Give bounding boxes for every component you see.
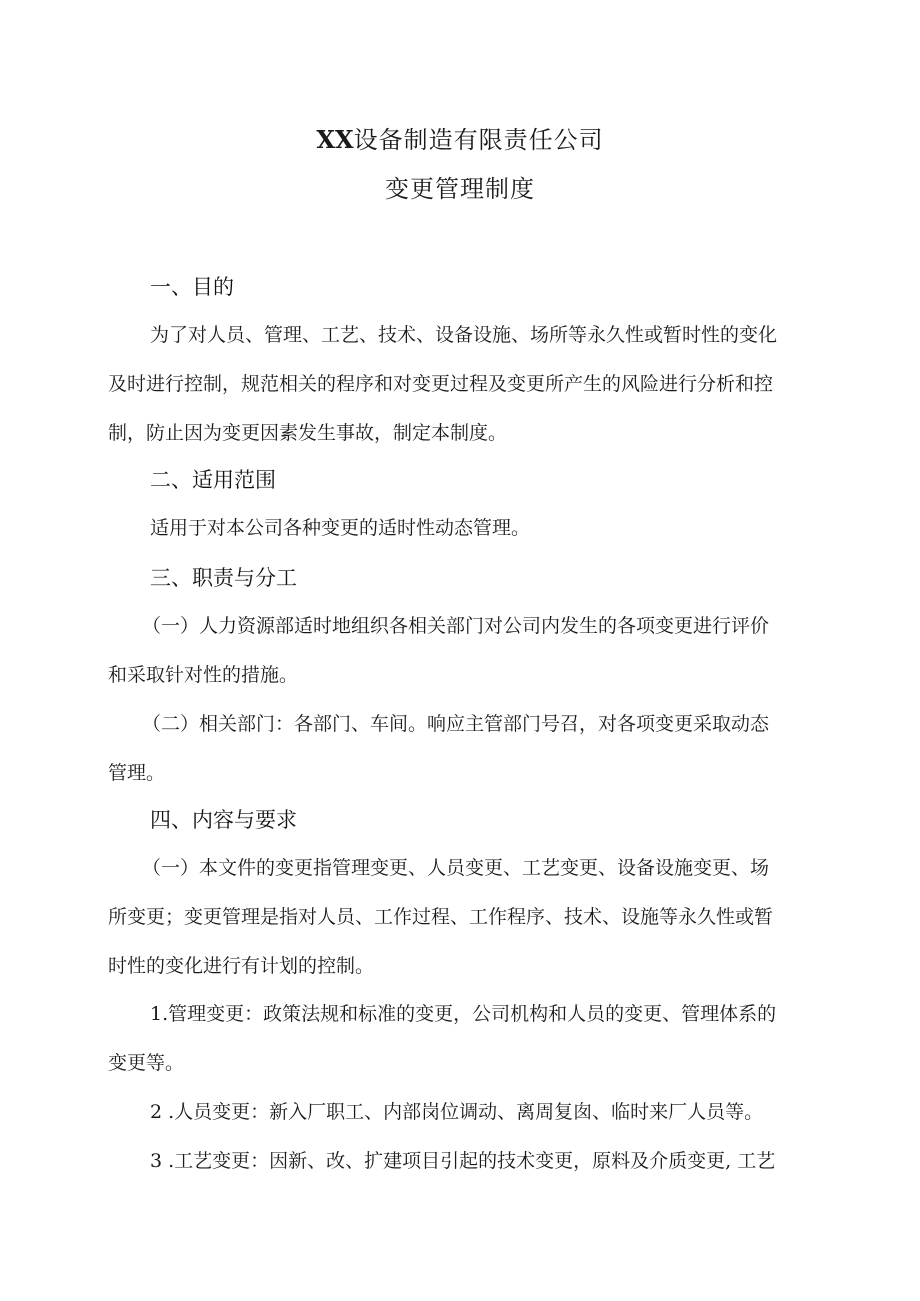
requirements-sub3-line-1: 3 .工艺变更：因新、改、扩建项目引起的技术变更，原料及介质变更, 工艺 — [150, 1150, 776, 1172]
scope-line-1: 适用于对本公司各种变更的适时性动态管理。 — [150, 517, 531, 539]
requirements-sub2-line-1: 2 .人员变更：新入厂职工、内部岗位调动、离周复囱、临时来厂人员等。 — [150, 1101, 764, 1123]
requirements-item1-line-3: 时性的变化进行有计划的控制。 — [108, 955, 375, 977]
requirements-sub1-line-1: 1.管理变更：政策法规和标准的变更，公司机构和人员的变更、管理体系的 — [150, 1003, 777, 1025]
purpose-line-1: 为了对人员、管理、工艺、技术、设备设施、场所等永久性或暂时性的变化 — [150, 324, 778, 346]
heading-duties: 三、职责与分工 — [150, 566, 297, 590]
heading-scope: 二、适用范围 — [150, 468, 276, 492]
requirements-sub1-line-2: 变更等。 — [108, 1052, 185, 1074]
purpose-line-3: 制，防止因为变更因素发生事故，制定本制度。 — [108, 422, 508, 444]
duties-item1-line-1: （一）人力资源部适时地组织各相关部门对公司内发生的各项变更进行评价 — [142, 615, 770, 637]
requirements-item1-line-1: （一）本文件的变更指管理变更、人员变更、工艺变更、设备设施变更、场 — [142, 857, 770, 879]
heading-requirements: 四、内容与要求 — [150, 808, 297, 832]
requirements-item1-line-2: 所变更；变更管理是指对人员、工作过程、工作程序、技术、设施等永久性或暂 — [108, 906, 774, 928]
document-subtitle: 变更管理制度 — [385, 175, 535, 203]
title-prefix: XX — [316, 125, 354, 154]
duties-item2-line-1: （二）相关部门：各部门、车间。响应主管部门号召，对各项变更采取动态 — [142, 713, 770, 735]
purpose-line-2: 及时进行控制，规范相关的程序和对变更过程及变更所产生的风险进行分析和控 — [108, 373, 774, 395]
document-title — [0, 125, 920, 154]
title-company: 设备制造有限责任公司 — [353, 126, 604, 154]
duties-item2-line-2: 管理。 — [108, 762, 166, 784]
duties-item1-line-2: 和采取针对性的措施。 — [108, 664, 299, 686]
heading-purpose: 一、目的 — [150, 275, 234, 299]
